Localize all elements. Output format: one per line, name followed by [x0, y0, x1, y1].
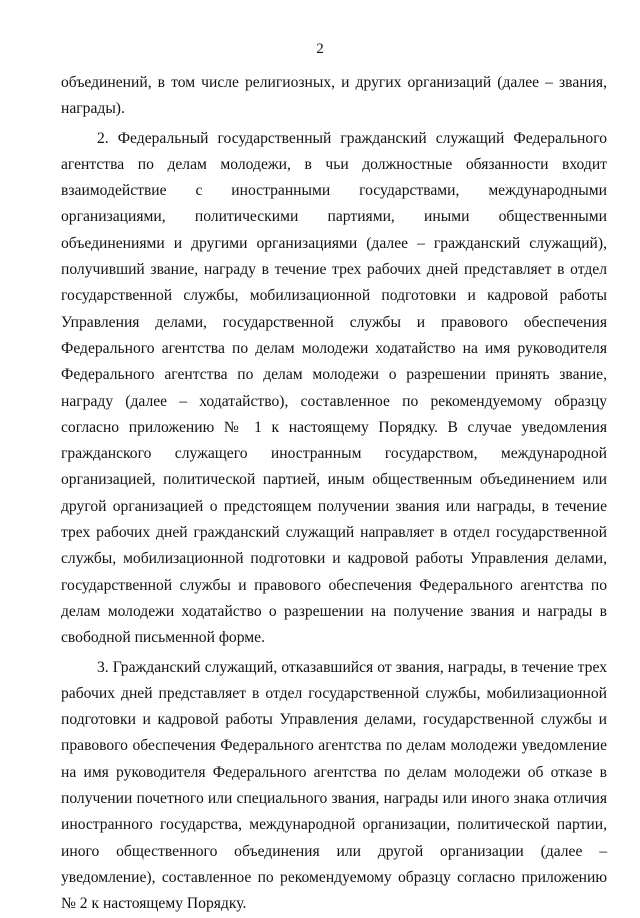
- paragraph-3: 3. Гражданский служащий, отказавшийся от звания, награды, в течение трех рабочих дней представляет в отдел государственной службы, мобилизационной подготовки и кадровой работы Управления делами, государственной службы и правового обеспечения Федерального агентства по делам молодежи уведомление на имя руководителя Федерального агентства по делам молодежи об отказе в получении почетного или специального звания, награды или иного знака отличия иностранного государства, международной организации, политической партии, иного общественного объединения или другой организации (далее – уведомление), составленное по рекомендуемому образцу согласно приложению № 2 к настоящему Порядку.: [61, 658, 607, 913]
- page-number: 2: [316, 41, 324, 57]
- document-body: [61, 70, 607, 918]
- paragraph-2: 2. Федеральный государственный гражданский служащий Федерального агентства по делам молодежи, в чьи должностные обязанности входит взаимодействие с иностранными государствами, международными организациями, политическими партиями, иными общественными объединениями и другими организациями (далее – гражданский служащий), получивший звание, награду в течение трех рабочих дней представляет в отдел государственной службы, мобилизационной подготовки и кадровой работы Управления делами, государственной службы и правового обеспечения Федерального агентства по делам молодежи ходатайство на имя руководителя Федерального агентства по делам молодежи о разрешении принять звание, награду (далее – ходатайство), составленное по рекомендуемому образцу согласно приложению № 1 к настоящему Порядку. В случае уведомления гражданского служащего иностранным государством, международной организацией, политической партией, иным общественным объединением или другой организацией о предстоящем получении звания или награды, в течение трех рабочих дней гражданский служащий направляет в отдел государственной службы, мобилизационной подготовки и кадровой работы Управления делами, государственной службы и правового обеспечения Федерального агентства по делам молодежи ходатайство о разрешении на получение звания и награды в свободной письменной форме.: [61, 129, 607, 647]
- paragraph-continuation: объединений, в том числе религиозных, и других организаций (далее – звания, награды).: [61, 74, 607, 118]
